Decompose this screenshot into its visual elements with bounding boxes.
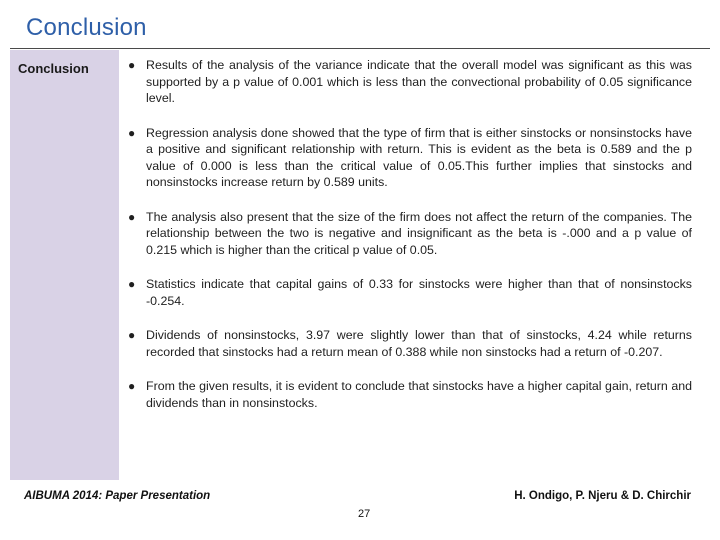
side-label: Conclusion: [18, 61, 89, 76]
bullet-item: [128, 276, 692, 309]
title-divider: [10, 48, 710, 49]
side-panel: [10, 50, 119, 480]
bullet-text: Statistics indicate that capital gains of 0.33 for sinstocks were higher than that of nonsinstocks -0.254.: [146, 277, 692, 308]
bullet-item: [128, 378, 692, 411]
bullet-item: [128, 125, 692, 191]
page-number: 27: [358, 508, 371, 520]
bullet-icon: ●: [128, 328, 136, 342]
footer-event: AIBUMA 2014: Paper Presentation: [24, 490, 211, 502]
bullet-text: The analysis also present that the size of the firm does not affect the return of the companies. The relationship between the two is negative and insignificant as the beta is -.000 and a p value of 0.215 which is higher than the critical p value of 0.05.: [146, 209, 692, 257]
bullet-text: Results of the analysis of the variance indicate that the overall model was significant as this was supported by a p value of 0.001 which is less than the convectional probability of 0.05 significance level.: [146, 58, 692, 105]
bullet-text: Regression analysis done showed that the type of firm that is either sinstocks or nonsinstocks have a positive and significant relationship with return. This is evident as the beta is 0.589 and the p value of 0.000 is less than the critical value of 0.05.This further implies that sinstocks and nonsinstocks increase return by 0.589 units.: [146, 125, 692, 189]
bullet-text: Dividends of nonsinstocks, 3.97 were slightly lower than that of sinstocks, 4.24 while returns recorded that sinstocks had a return mean of 0.388 while non sinstocks had a return of -0.207.: [146, 328, 692, 359]
bullet-item: [128, 327, 692, 360]
bullet-item: [128, 57, 692, 107]
bullet-item: [128, 209, 692, 259]
footer-authors: H. Ondigo, P. Njeru & D. Chirchir: [514, 490, 691, 502]
bullet-icon: ●: [128, 125, 136, 140]
bullet-icon: ●: [128, 277, 136, 291]
bullet-text: From the given results, it is evident to conclude that sinstocks have a higher capital gain, return and dividends than in nonsinstocks.: [146, 379, 692, 410]
bullet-icon: ●: [128, 379, 136, 393]
bullet-icon: ●: [128, 209, 136, 224]
slide-title: Conclusion: [26, 14, 147, 41]
bullet-icon: ●: [128, 58, 136, 72]
bullet-list: [128, 57, 692, 429]
